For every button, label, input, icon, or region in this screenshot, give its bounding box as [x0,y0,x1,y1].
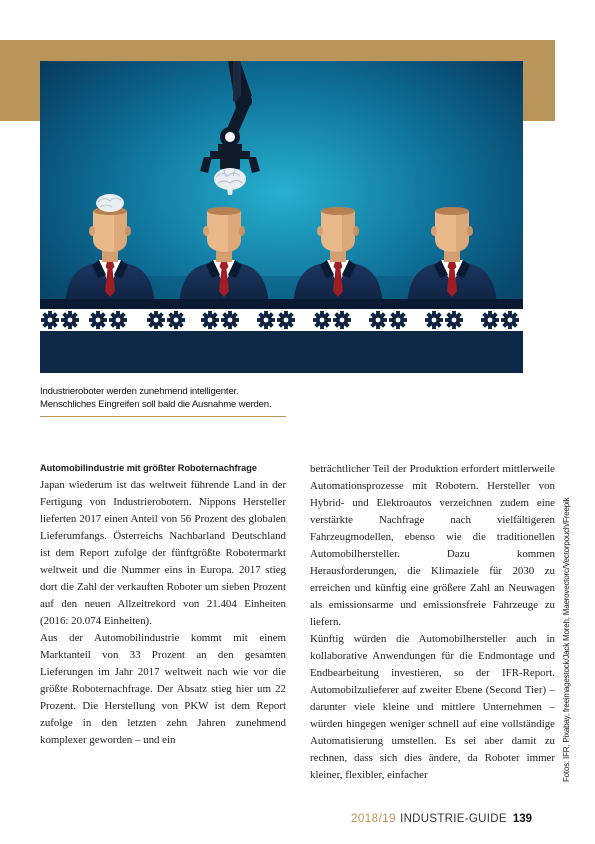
paragraph: beträchtlicher Teil der Produktion erfordert mittlerweile Automationsprozesse mit Robotern. Hersteller von Hybrid- und Elektroautos verzeichnen zudem eine verstärkte Nachfrage nach vielfältigeren Fahrzeugmodellen, ebenso wie die traditionellen Automobilhersteller. Dazu kommen Herausforderungen, die Klimaziele für 2030 zu erreichen und künftig eine größere Zahl an Neuwagen als emissionsarme und emissionsfreie Fahrzeuge zu liefern. [310,463,555,628]
caption-line-2: Menschliches Eingreifen soll bald die Ausnahme werden. [40,398,272,410]
paragraph: Aus der Automobilindustrie kommt mit einem Marktanteil von 33 Prozent an den gesamten Lieferungen im Jahr 2017 weltweit nach wie vor die größte Roboternachfrage. Der Absatz stieg hier um 22 Prozent. Die Herstellung von PKW ist dem Report zufolge in den letzten zehn Jahren zunehmend komplexer geworden – und ein [40,632,286,746]
photo-credit-text: Fotos: IFR, Pixabay, freeimagestock/Jack Moreh, Maerovectorc/Vectorpouch/Freepik [562,497,571,782]
caption-divider [40,416,286,417]
footer-year: 2018/19 [351,813,397,825]
paragraph: Japan wiederum ist das weltweit führende Land in der Fertigung von Industrierobotern. Nippons Hersteller lieferten 2017 einen Anteil von 56 Prozent des globalen Lieferumfangs. Österreichs Nachbarland Deutschland ist dem Report zufolge der fünftgrößte Robotermarkt weltweit und die Nummer eins in Europa. 2017 stieg dort die Zahl der verkauften Roboter um sieben Prozent auf den neuen Allzeitrekord von 21.404 Einheiten (2016: 20.074 Einheiten). [40,479,286,627]
paragraph: Künftig würden die Automobilhersteller auch in kollaborative Anwendungen für die Endmontage und Endbearbeitung investieren, so der IFR-Report. Automobilzulieferer auf zweiter Ebene (Second Tier) – darunter viele kleine und mittlere Unternehmen – würden hingegen weniger schnell auf eine vollständige Automatisierung umstellen. Es sei aber damit zu rechnen, dass sich dies ändere, da Roboter immer kleiner, flexibler, einfacher [310,633,555,781]
article-column-left [40,460,286,749]
photo-credit [560,452,578,782]
caption-line-1: Industrieroboter werden zunehmend intelligenter. [40,386,239,397]
brain-icon [96,194,124,212]
section-subheading: Automobilindustrie mit größter Roboternachfrage [40,463,257,473]
page-footer [351,813,532,825]
article-column-right [310,461,555,784]
figure-caption [40,386,300,411]
hero-illustration [40,61,523,373]
footer-publication: INDUSTRIE-GUIDE [400,813,507,825]
page-number: 139 [512,813,532,825]
